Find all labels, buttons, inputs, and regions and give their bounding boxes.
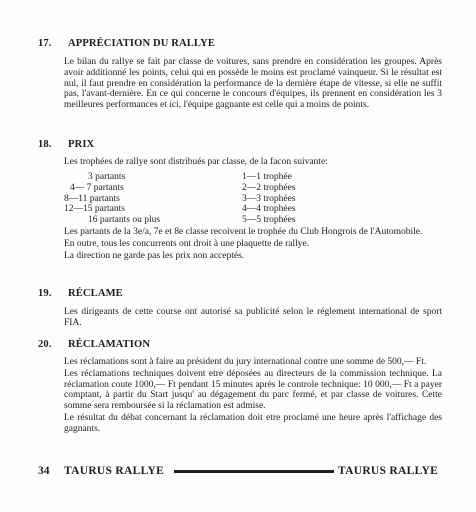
section-17-body (64, 57, 442, 111)
prize-row (64, 215, 364, 226)
page-number: 34 (38, 465, 50, 477)
section-18-body (64, 227, 442, 261)
section-title: PRIX (68, 139, 95, 150)
section-19-body (64, 307, 442, 329)
footer-title-right: TAURUS RALLYE (338, 465, 439, 477)
paragraph: En outre, tous les concurrents ont droit à une plaquette de rallye. (64, 238, 310, 249)
section-number: 19. (38, 288, 52, 299)
section-19-heading (38, 288, 123, 299)
footer-title-left: TAURUS RALLYE (64, 465, 165, 477)
prize-table (64, 172, 364, 226)
section-20-heading (38, 339, 150, 350)
page-footer (38, 465, 443, 479)
section-title: RÉCLAMATION (68, 339, 151, 350)
trophy-count: 2—2 trophées (242, 182, 296, 193)
trophy-count: 5—5 trophées (242, 215, 296, 226)
participants-count: 4— 7 partants (70, 182, 124, 193)
participants-count: 3 partants (88, 172, 126, 182)
participants-count: 12—15 partants (64, 204, 125, 215)
paragraph: Les trophées de rallye sont distribués par classe, de la facon suivante: (64, 157, 328, 167)
participants-count: 8—11 partants (64, 193, 120, 204)
paragraph: Le résultat du débat concernant la réclamation doit etre proclamé une heure après l'affichage des gagnants. (64, 412, 442, 434)
section-number: 18. (38, 139, 52, 150)
section-20-body (64, 357, 442, 435)
section-18-intro (64, 157, 442, 168)
paragraph: Les dirigeants de cette course ont autorisé sa publicité selon le réglement international de sport FIA. (64, 307, 442, 328)
paragraph: Les partants de la 3e/a, 7e et 8e classe recoivent le trophée du Club Hongrois de l'Automobile. (64, 227, 423, 237)
paragraph: Les réclamations sont à faire au président du jury international contre une somme de 500,— Ft. (64, 357, 427, 367)
section-18-heading (38, 139, 94, 150)
participants-count: 16 partants ou plus (88, 215, 161, 226)
section-number: 20. (38, 339, 52, 350)
trophy-count: 1—1 trophée (242, 172, 292, 182)
prize-row (64, 183, 364, 194)
section-number: 17. (38, 38, 52, 49)
trophy-count: 4—4 trophées (242, 204, 296, 215)
trophy-count: 3—3 trophées (242, 193, 296, 204)
paragraph: Le bilan du rallye se fait par classe de voitures, sans prendre en considération les groupes. Après avoir additionné les points, celui qui en possède le moins est proclamé vainqueur. Si le résultat est nul, il faut prendre en considération la performance de la dernière étape de vitesse, si elle ne suffit pas, l'avant-dernière. En ce qui concerne le concours d'équipes, ils prennent en considération les 3 meilleures performances et ici, l'équipe gagnante est celle qui a moins de points. (64, 57, 442, 111)
section-17-heading (38, 38, 215, 49)
footer-rule (174, 470, 334, 473)
prize-row (64, 204, 364, 215)
paragraph: Les réclamations techniques doivent etre déposées au directeurs de la commission technique. La réclamation coute 1000,— Ft pendant 15 minutes après le controle technique: 10 000,— Ft a payer comptant, à partir du Start jusqu' au dégagement du parc fermé, et par classe de voitures. Cette somme sera remboursée si la réclamation est admise. (64, 368, 442, 412)
paragraph: La direction ne garde pas les prix non acceptés. (64, 250, 245, 261)
section-title: RÉCLAME (68, 288, 123, 299)
section-title: APPRÉCIATION DU RALLYE (68, 38, 215, 49)
prize-row (64, 172, 364, 183)
prize-row (64, 194, 364, 205)
